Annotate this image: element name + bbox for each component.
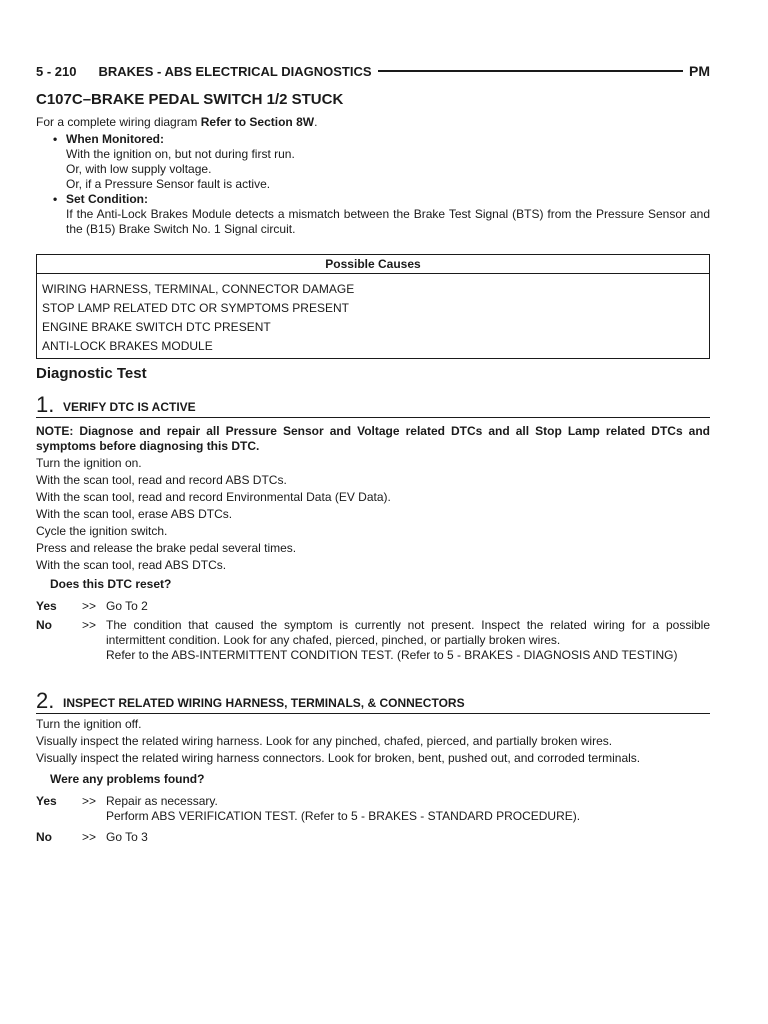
step-number: 2.	[36, 688, 55, 713]
step-1-yes-answer	[36, 599, 710, 614]
step-1-instructions	[36, 455, 710, 574]
arrow-icon: >>	[82, 618, 97, 632]
instruction-line: Visually inspect the related wiring harness. Look for any pinched, chafed, pierced, and partially broken wires.	[36, 734, 613, 748]
step-number: 1.	[36, 392, 55, 417]
step-2-yes-answer	[36, 794, 710, 824]
model-code: PM	[689, 63, 710, 79]
step-2-instructions	[36, 716, 710, 767]
cause-row: STOP LAMP RELATED DTC OR SYMPTOMS PRESENT	[42, 301, 349, 315]
bullet-heading: Set Condition:	[66, 192, 148, 206]
instruction-line: With the scan tool, read ABS DTCs.	[36, 558, 227, 572]
step-2-no-answer	[36, 830, 710, 845]
set-condition-text: If the Anti-Lock Brakes Module detects a mismatch between the Brake Test Signal (BTS) from the Pressure Sensor and the (B15) Brake Switch No. 1 Signal circuit.	[66, 207, 710, 236]
no-label: No	[36, 830, 52, 844]
when-monitored-line: Or, if a Pressure Sensor fault is active.	[66, 177, 271, 191]
instruction-line: With the scan tool, read and record ABS DTCs.	[36, 473, 287, 487]
wiring-reference: Refer to Section 8W	[200, 115, 315, 129]
dtc-title: C107C–BRAKE PEDAL SWITCH 1/2 STUCK	[36, 91, 344, 108]
step-2-heading	[36, 689, 710, 714]
condition-list	[36, 132, 710, 237]
instruction-line: Cycle the ignition switch.	[36, 524, 168, 538]
page-number: 5 - 210	[36, 63, 77, 79]
step-1-note: NOTE: Diagnose and repair all Pressure Sensor and Voltage related DTCs and all Stop Lamp related DTCs and symptoms before diagnosing this DTC.	[36, 424, 710, 453]
instruction-line: Turn the ignition off.	[36, 717, 142, 731]
step-1-question: Does this DTC reset?	[50, 577, 172, 591]
yes-label: Yes	[36, 794, 57, 808]
step-label: INSPECT RELATED WIRING HARNESS, TERMINALS, & CONNECTORS	[63, 696, 465, 710]
no-label: No	[36, 618, 52, 632]
step-1-no-answer	[36, 618, 710, 663]
answer-text: The condition that caused the symptom is currently not present. Inspect the related wiring for a possible intermittent condition. Look for any chafed, pierced, pinched, or partially broken wires.	[106, 618, 710, 647]
diagnostic-test-heading: Diagnostic Test	[36, 365, 147, 382]
page-header	[36, 62, 710, 80]
bullet-when-monitored	[36, 132, 710, 147]
causes-header: Possible Causes	[37, 255, 709, 274]
yes-label: Yes	[36, 599, 57, 613]
instruction-line: Turn the ignition on.	[36, 456, 142, 470]
instruction-line: With the scan tool, read and record Environmental Data (EV Data).	[36, 490, 391, 504]
section-title: BRAKES - ABS ELECTRICAL DIAGNOSTICS	[98, 63, 372, 79]
bullet-dot-icon: •	[53, 132, 58, 146]
answer-text: Perform ABS VERIFICATION TEST. (Refer to 5 - BRAKES - STANDARD PROCEDURE).	[106, 809, 581, 823]
cause-row: ANTI-LOCK BRAKES MODULE	[42, 339, 213, 353]
bullet-heading: When Monitored:	[66, 132, 164, 146]
cause-row: ENGINE BRAKE SWITCH DTC PRESENT	[42, 320, 271, 334]
instruction-line: Press and release the brake pedal several times.	[36, 541, 297, 555]
answer-text: Go To 2	[106, 599, 148, 613]
arrow-icon: >>	[82, 794, 97, 808]
step-2-question: Were any problems found?	[50, 772, 205, 786]
step-label: VERIFY DTC IS ACTIVE	[63, 400, 196, 414]
arrow-icon: >>	[82, 599, 97, 613]
cause-row: WIRING HARNESS, TERMINAL, CONNECTOR DAMAGE	[42, 282, 355, 296]
bullet-set-condition	[36, 192, 710, 207]
when-monitored-line: With the ignition on, but not during first run.	[66, 147, 295, 161]
bullet-dot-icon: •	[53, 192, 58, 206]
answer-reference: Refer to the ABS-INTERMITTENT CONDITION TEST. (Refer to 5 - BRAKES - DIAGNOSIS AND TESTING)	[106, 648, 678, 662]
intro-tail: .	[314, 115, 318, 129]
answer-text: Repair as necessary.	[106, 794, 218, 808]
step-1-heading	[36, 393, 710, 418]
when-monitored-line: Or, with low supply voltage.	[66, 162, 212, 176]
header-rule	[378, 70, 684, 72]
possible-causes-table	[36, 254, 710, 359]
arrow-icon: >>	[82, 830, 97, 844]
instruction-line: With the scan tool, erase ABS DTCs.	[36, 507, 233, 521]
intro-text: For a complete wiring diagram	[36, 115, 201, 129]
instruction-line: Visually inspect the related wiring harness connectors. Look for broken, bent, pushed out, and corroded terminals.	[36, 751, 641, 765]
answer-text: Go To 3	[106, 830, 148, 844]
intro-paragraph	[36, 115, 710, 130]
